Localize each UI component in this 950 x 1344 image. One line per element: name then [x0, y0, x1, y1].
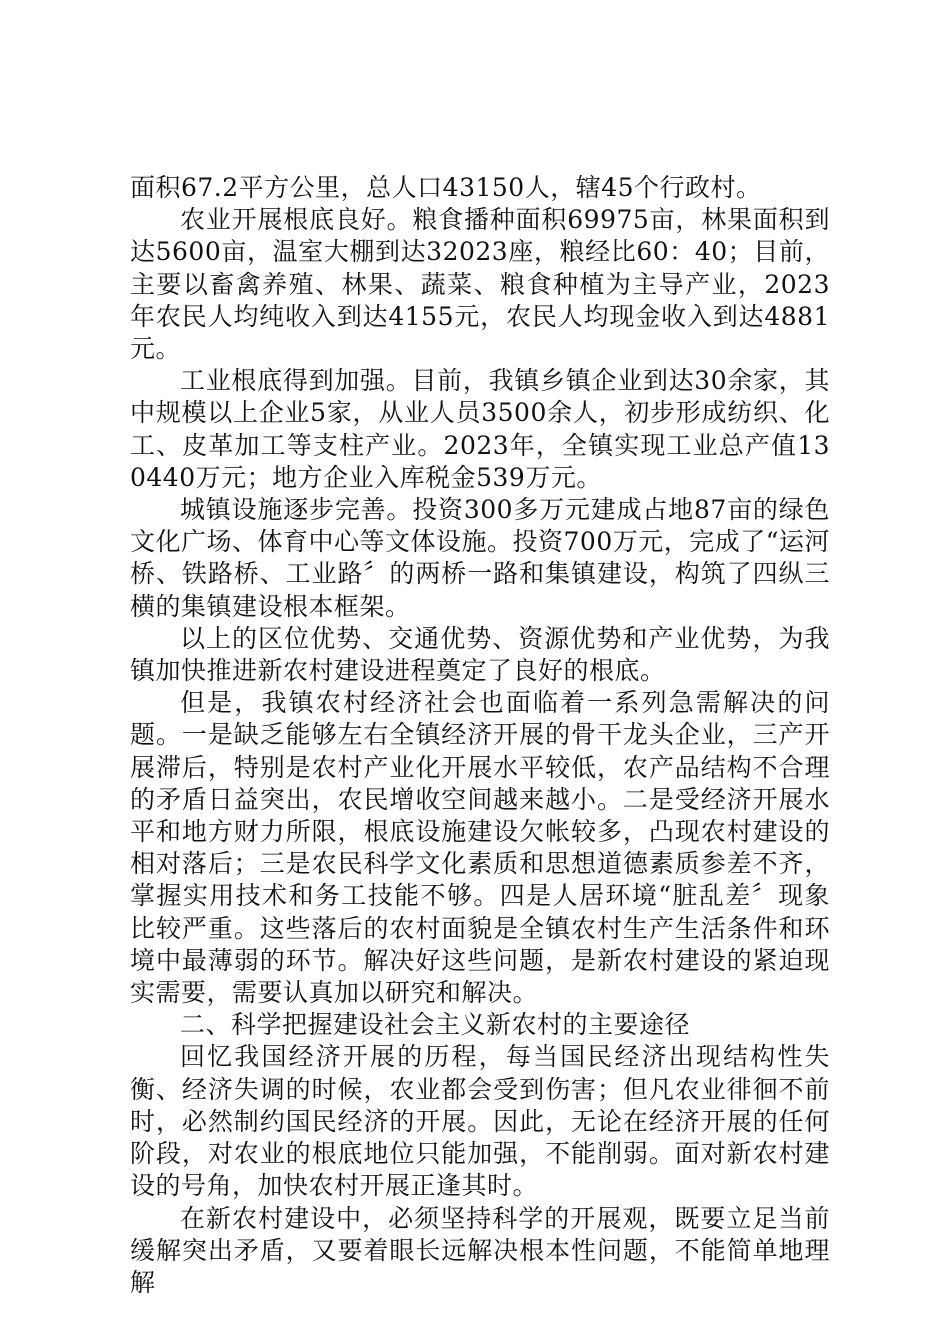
paragraph-agriculture: 农业开展根底良好。粮食播种面积69975亩，林果面积到达5600亩，温室大棚到达32023座，粮经比60：40；目前，主要以畜禽养殖、林果、蔬菜、粮食种植为主导产业，2023年农民人均纯收入到达4155元，农民人均现金收入到达4881元。 — [130, 205, 830, 364]
document-body — [130, 172, 830, 1299]
paragraph-economic-history: 回忆我国经济开展的历程，每当国民经济出现结构性失衡、经济失调的时候，农业都会受到伤害；但凡农业徘徊不前时，必然制约国民经济的开展。因此，无论在经济开展的任何阶段，对农业的根底地位只能加强，不能削弱。面对新农村建设的号角，加快农村开展正逢其时。 — [130, 1042, 830, 1201]
paragraph-town-facilities: 城镇设施逐步完善。投资300多万元建成占地87亩的绿色文化广场、体育中心等文体设施。投资700万元，完成了“运河桥、铁路桥、工业路〞的两桥一路和集镇建设，构筑了四纵三横的集镇建设根本框架。 — [130, 495, 831, 621]
paragraph-advantages: 以上的区位优势、交通优势、资源优势和产业优势，为我镇加快推进新农村建设进程奠定了良好的根底。 — [130, 623, 830, 686]
paragraph-area-population: 面积67.2平方公里，总人口43150人，辖45个行政村。 — [130, 173, 762, 202]
paragraph-industry: 工业根底得到加强。目前，我镇乡镇企业到达30余家，其中规模以上企业5家，从业人员3500余人，初步形成纺织、化工、皮革加工等支柱产业。2023年，全镇实现工业总产值130440万元；地方企业入库税金539万元。 — [130, 366, 830, 492]
paragraph-problems: 但是，我镇农村经济社会也面临着一系列急需解决的问题。一是缺乏能够左右全镇经济开展的骨干龙头企业，三产开展滞后，特别是农村产业化开展水平较低，农产品结构不合理的矛盾日益突出，农民增收空间越来越小。二是受经济开展水平和地方财力所限，根底设施建设欠帐较多，凸现农村建设的相对落后；三是农民科学文化素质和思想道德素质参差不齐，掌握实用技术和务工技能不够。四是人居环境“脏乱差〞现象比较严重。这些落后的农村面貌是全镇农村生产生活条件和环境中最薄弱的环节。解决好这些问题，是新农村建设的紧迫现实需要，需要认真加以研究和解决。 — [130, 688, 830, 1008]
paragraph-scientific-development: 在新农村建设中，必须坚持科学的开展观，既要立足当前缓解突出矛盾，又要着眼长远解决根本性问题，不能简单地理解 — [130, 1203, 830, 1297]
section-heading-2: 二、科学把握建设社会主义新农村的主要途径 — [180, 1010, 691, 1040]
